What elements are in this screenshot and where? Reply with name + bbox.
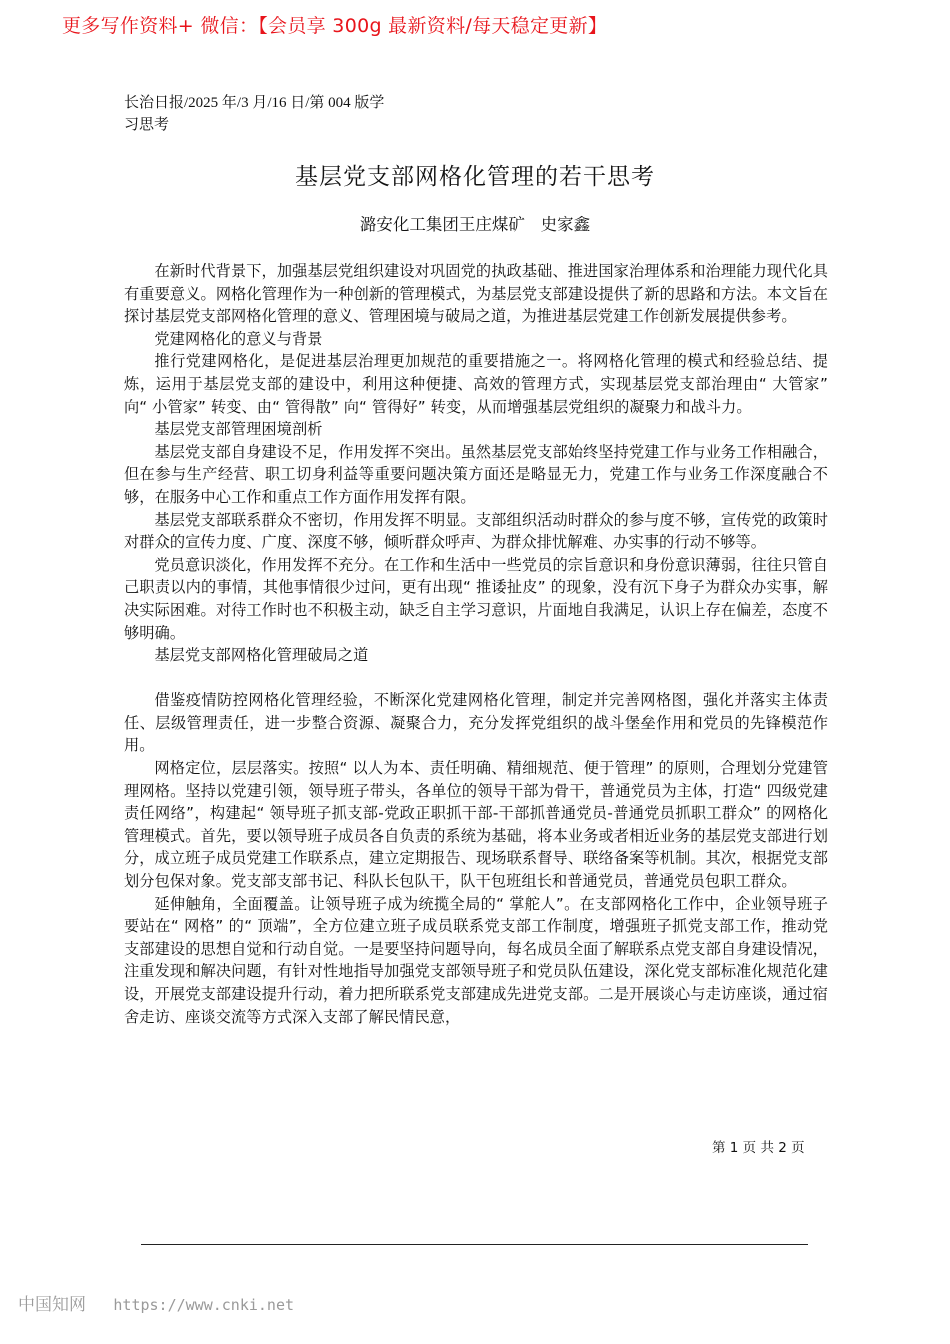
article-body [124,260,828,1028]
footer-watermark [18,1293,294,1317]
cnki-url[interactable]: https://www.cnki.net [113,1296,295,1314]
footer-divider [141,1244,808,1245]
paragraph: 借鉴疫情防控网格化管理经验，不断深化党建网格化管理，制定并完善网格图，强化并落实主体责任、层级管理责任，进一步整合资源、凝聚合力，充分发挥党组织的战斗堡垒作用和党员的先锋模范作用。 [124,691,828,755]
paragraph: 基层党支部联系群众不密切，作用发挥不明显。支部组织活动时群众的参与度不够，宣传党的政策时对群众的宣传力度、广度、深度不够，倾听群众呼声、为群众排忧解难、办实事的行动不够等。 [124,510,828,552]
promo-banner: 更多写作资料+ 微信：【会员享 300g 最新资料/每天稳定更新】 [62,15,608,37]
paragraph: 延伸触角，全面覆盖。让领导班子成为统揽全局的“ 掌舵人”。在支部网格化工作中，企业领导班子要站在“ 网格” 的“ 顶端”，全方位建立班子成员联系党支部工作制度，增强班子抓党支部工作，推动党支部建设的思想自觉和行动自觉。一是要坚持问题导向，每名成员全面了解联系点党支部自身建设情况，注重发现和解决问题，有针对性地指导加强党支部领导班子和党员队伍建设，深化党支部标准化规范化建设，开展党支部建设提升行动，着力把所联系党支部建成先进党支部。二是开展谈心与走访座谈，通过宿舍走访、座谈交流等方式深入支部了解民情民意， [124,894,828,1026]
section-heading-solutions: 基层党支部网格化管理破局之道 [154,646,369,665]
paragraph: 推行党建网格化，是促进基层治理更加规范的重要措施之一。将网格化管理的模式和经验总结、提炼，运用于基层党支部的建设中，利用这种便捷、高效的管理方式，实现基层党支部治理由“ 大管家” 向“ 小管家” 转变、由“ 管得散” 向“ 管得好” 转变，从而增强基层党组织的凝聚力和战斗力。 [124,352,828,416]
blank-line [124,667,828,690]
paragraph: 党员意识淡化，作用发挥不充分。在工作和生活中一些党员的宗旨意识和身份意识薄弱，往往只管自己职责以内的事情，其他事情很少过问，更有出现“ 推诿扯皮” 的现象，没有沉下身子为群众办实事，解决实际困难。对待工作时也不积极主动，缺乏自主学习意识，片面地自我满足，认识上存在偏差，态度不够明确。 [124,555,828,642]
paragraph-intro: 在新时代背景下，加强基层党组织建设对巩固党的执政基础、推进国家治理体系和治理能力现代化具有重要意义。网格化管理作为一种创新的管理模式，为基层党支部建设提供了新的思路和方法。本文旨在探讨基层党支部网格化管理的意义、管理困境与破局之道，为推进基层党建工作创新发展提供参考。 [124,262,828,326]
paragraph: 基层党支部自身建设不足，作用发挥不突出。虽然基层党支部始终坚持党建工作与业务工作相融合，但在参与生产经营、职工切身利益等重要问题决策方面还是略显无力，党建工作与业务工作深度融合不够，在服务中心工作和重点工作方面作用发挥有限。 [124,442,828,506]
paragraph: 网格定位，层层落实。按照“ 以人为本、责任明确、精细规范、便于管理” 的原则，合理划分党建管理网格。坚持以党建引领，领导班子带头，各单位的领导干部为骨干，普通党员为主体，打造“ 四级党建责任网络”，构建起“ 领导班子抓支部-党政正职抓干部-干部抓普通党员-普通党员抓职工群众” 的网格化管理模式。首先，要以领导班子成员各自负责的系统为基础，将本业务或者相近业务的基层党支部进行划分，成立班子成员党建工作联系点，建立定期报告、现场联系督导、联络备案等机制。其次，根据党支部划分包保对象。党支部支部书记、科队长包队干，队干包班组长和普通党员，普通党员包职工群众。 [124,759,828,891]
section-heading-dilemma: 基层党支部管理困境剖析 [154,420,323,439]
page-indicator: 第 1 页 共 2 页 [712,1140,805,1156]
article-title: 基层党支部网格化管理的若干思考 [295,164,655,190]
section-heading-significance: 党建网格化的意义与背景 [154,329,323,348]
cnki-logo-text: 中国知网 [18,1295,86,1315]
source-line: 长治日报/2025 年/3 月/16 日/第 004 版学习思考 [124,95,385,133]
author-line: 潞安化工集团王庄煤矿 史家鑫 [359,215,591,234]
